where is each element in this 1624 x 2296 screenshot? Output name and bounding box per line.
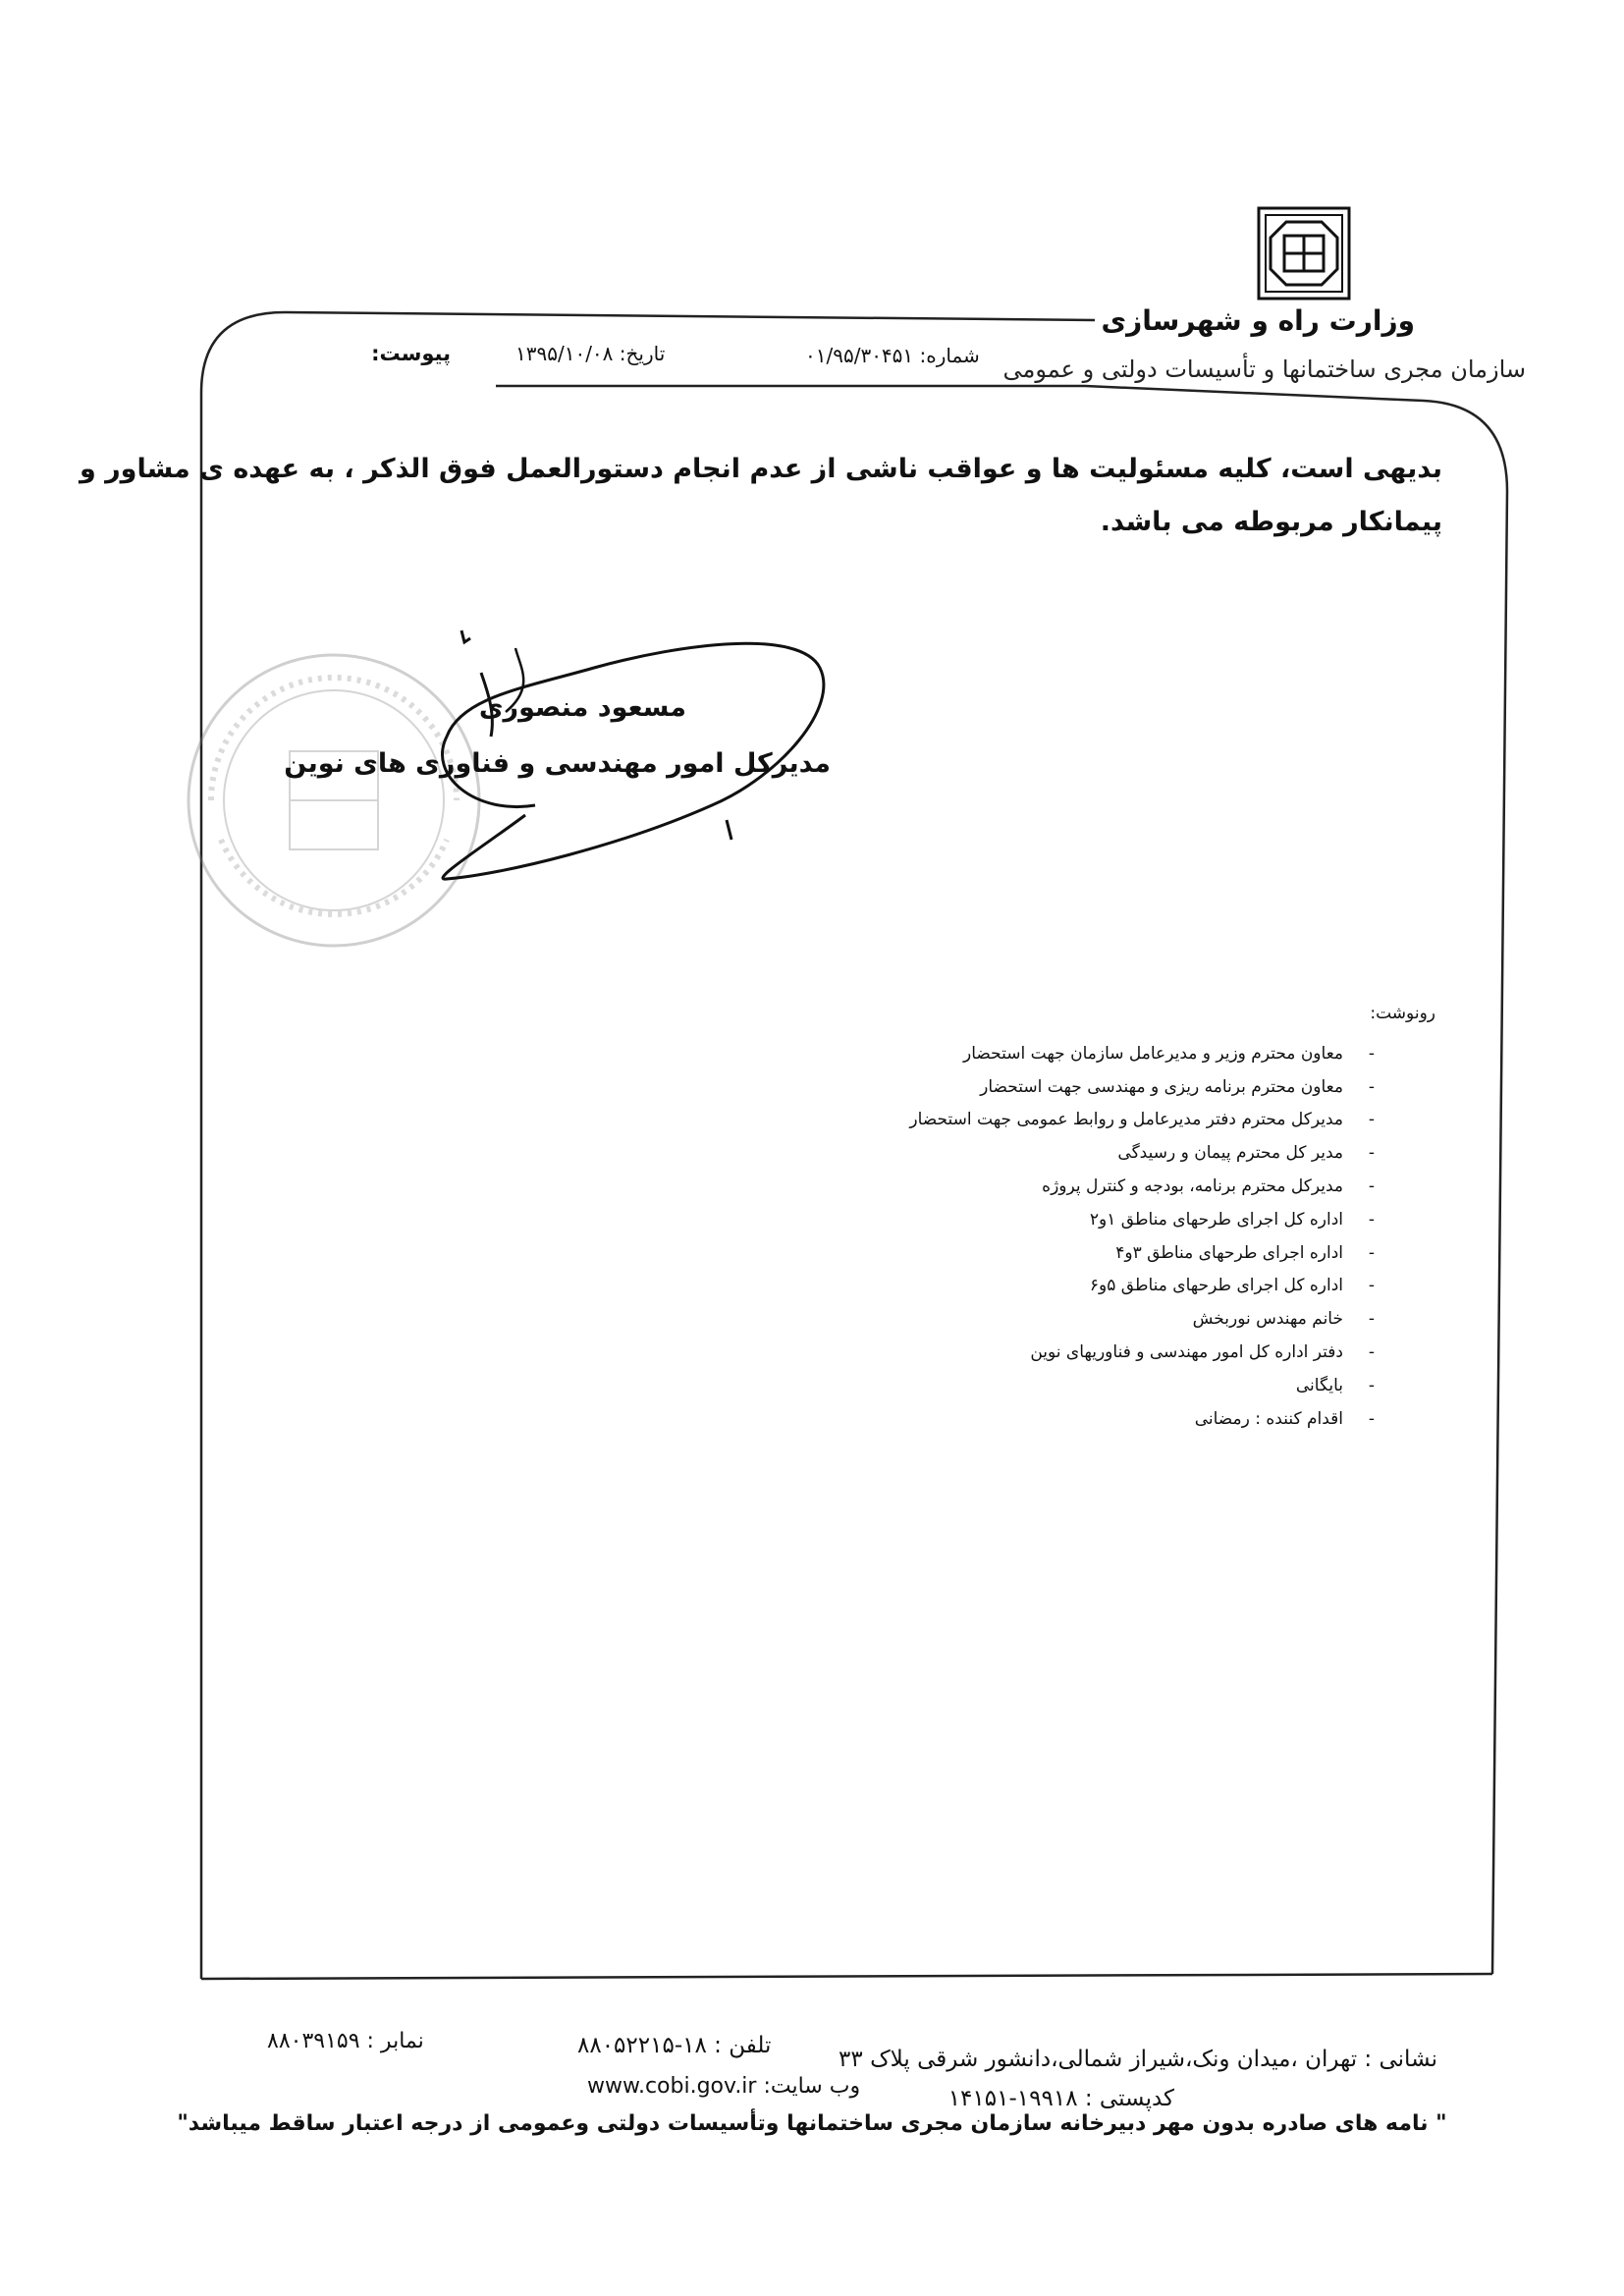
copies-label: رونوشت: (1370, 1004, 1435, 1023)
organization-name: سازمان مجری ساختمانها و تأسیسات دولتی و عمومی (1002, 355, 1526, 383)
footer-phone: تلفن : ۱۸-۸۸۰۵۲۲۱۵ (577, 2033, 772, 2058)
attachment-label: پیوست: (371, 342, 451, 365)
footer-website: وب سایت: www.cobi.gov.ir (587, 2074, 861, 2099)
footer-postal-code: کدپستی : ۱۹۹۱۸-۱۴۱۵۱ (947, 2086, 1174, 2111)
list-item: - خانم مهندس نوربخش (1192, 1309, 1376, 1330)
list-item: - مدیرکل محترم برنامه، بودجه و کنترل پروژه (1042, 1176, 1376, 1197)
copies-list (573, 1037, 1379, 1436)
signer-name: مسعود منصوری (478, 692, 686, 723)
footer-disclaimer: " نامه های صادره بدون مهر دبیرخانه سازمان مجری ساختمانها وتأسیسات دولتی وعمومی از درجه اعتبار ساقط میباشد" (177, 2111, 1447, 2136)
ministry-name: وزارت راه و شهرسازی (1101, 304, 1415, 337)
list-item: - دفتر اداره کل امور مهندسی و فناوریهای نوین (1030, 1342, 1376, 1363)
list-item: - مدیر کل محترم پیمان و رسیدگی (1117, 1143, 1376, 1164)
footer-fax: نمابر : ۸۸۰۳۹۱۵۹ (267, 2029, 424, 2053)
list-item: - معاون محترم وزیر و مدیرعامل سازمان جهت استحضار (963, 1043, 1376, 1064)
list-item: - اداره کل اجرای طرحهای مناطق ۵و۶ (1089, 1276, 1376, 1296)
list-item: - اداره اجرای طرحهای مناطق ۳و۴ (1115, 1242, 1376, 1263)
letter-number: شماره: ۰۱/۹۵/۳۰۴۵۱ (805, 344, 980, 367)
list-item: - مدیرکل محترم دفتر مدیرعامل و روابط عمومی جهت استحضار (909, 1110, 1376, 1130)
signer-title: مدیرکل امور مهندسی و فناوری های نوین (284, 748, 831, 779)
list-item: - اقدام کننده : رمضانی (1194, 1408, 1376, 1429)
body-paragraph-line-1: بدیهی است، کلیه مسئولیت ها و عواقب ناشی از عدم انجام دستورالعمل فوق الذکر ، به عهده ی مشاور و (79, 454, 1442, 484)
list-item: - بایگانی (1295, 1375, 1376, 1395)
body-paragraph-line-2: پیمانکار مربوطه می باشد. (1100, 507, 1442, 537)
list-item: - معاون محترم برنامه ریزی و مهندسی جهت استحضار (980, 1076, 1376, 1097)
list-item: - اداره کل اجرای طرحهای مناطق ۱و۲ (1089, 1209, 1376, 1230)
ministry-logo (1257, 206, 1351, 301)
footer-address: نشانی : تهران ،میدان ونک،شیراز شمالی،دانشور شرقی پلاک ۳۳ (839, 2047, 1437, 2072)
letter-date: تاریخ: ۱۳۹۵/۱۰/۰۸ (515, 342, 666, 365)
